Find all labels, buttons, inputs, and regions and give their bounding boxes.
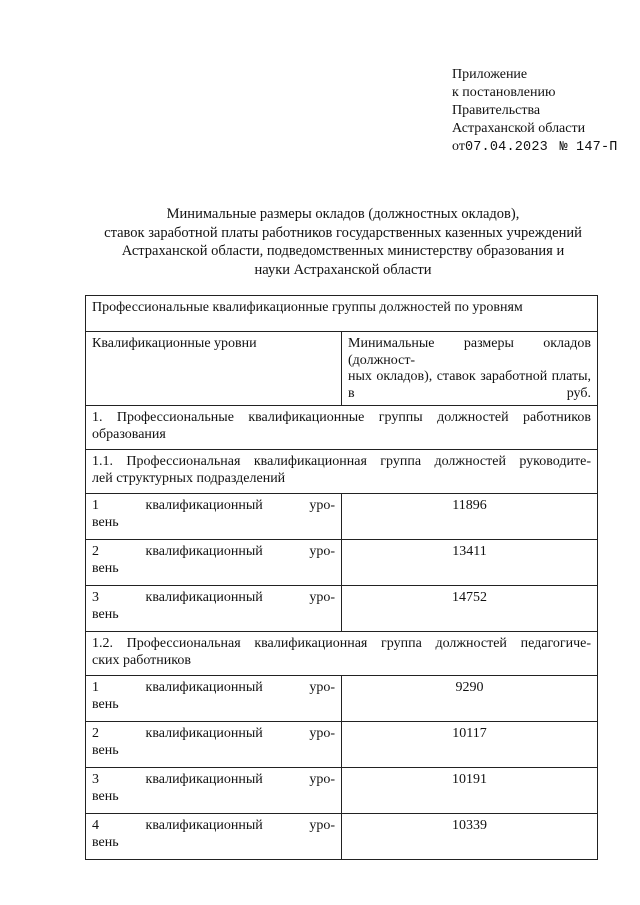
appendix-line-4: Астраханской области xyxy=(452,121,586,136)
appendix-block xyxy=(452,66,637,157)
subgroup-1-2 xyxy=(86,632,598,676)
subgroup-1-2-line-1: 1.2. Профессиональная квалификационная группа должностей педагогиче- xyxy=(92,636,591,651)
table-row xyxy=(86,494,598,540)
group-1 xyxy=(86,406,598,450)
group-row xyxy=(86,406,598,450)
salary-value: 14752 xyxy=(342,586,598,632)
subgroup-1-1-line-1: 1.1. Профессиональная квалификационная группа должностей руководите- xyxy=(92,454,591,469)
table-row xyxy=(86,768,598,814)
table-header-row xyxy=(86,296,598,332)
level-cell: 3 квалификационный уро- вень xyxy=(86,768,342,814)
subgroup-1-2-line-2: ских работников xyxy=(92,652,191,668)
level-number: 2 xyxy=(92,544,99,559)
date-prefix: от xyxy=(452,139,465,154)
table-column-headers xyxy=(86,332,598,406)
subgroup-row xyxy=(86,450,598,494)
group-1-line-1: 1. Профессиональные квалификационные группы должностей работников xyxy=(92,410,591,425)
appendix-date-line xyxy=(452,138,637,157)
level-number: 3 xyxy=(92,590,99,605)
col2-header-line-1: Минимальные размеры окладов (должност- xyxy=(348,336,591,368)
subgroup-1-1 xyxy=(86,450,598,494)
title-line-1: Минимальные размеры окладов (должностных окладов), xyxy=(166,206,520,222)
title-line-2: ставок заработной платы работников государственных казенных учреждений xyxy=(104,224,582,241)
level-number: 1 xyxy=(92,680,99,695)
appendix-line-2: к постановлению xyxy=(452,85,556,100)
col1-header: Квалификационные уровни xyxy=(86,332,342,406)
document-title xyxy=(88,205,598,279)
level-number: 4 xyxy=(92,818,99,833)
level-cell: 4 квалификационный уро- вень xyxy=(86,814,342,860)
table-row xyxy=(86,540,598,586)
table-header-full: Профессиональные квалификационные группы должностей по уровням xyxy=(86,296,598,332)
level-cell: 1 квалификационный уро- вень xyxy=(86,494,342,540)
appendix-line-1: Приложение xyxy=(452,67,528,82)
title-line-3: Астраханской области, подведомственных министерству образования и xyxy=(121,243,565,259)
subgroup-1-1-line-2: лей структурных подразделений xyxy=(92,470,286,486)
table-row xyxy=(86,722,598,768)
table-row xyxy=(86,814,598,860)
col2-header xyxy=(342,332,598,406)
title-line-4: науки Астраханской области xyxy=(254,261,432,278)
salary-value: 9290 xyxy=(342,676,598,722)
group-1-line-2: образования xyxy=(92,426,166,442)
level-cell: 3 квалификационный уро- вень xyxy=(86,586,342,632)
table-row xyxy=(86,676,598,722)
level-number: 2 xyxy=(92,726,99,741)
resolution-number: № 147-П xyxy=(559,140,618,155)
subgroup-row xyxy=(86,632,598,676)
col2-header-line-2: ных окладов), ставок заработной платы, в руб. xyxy=(348,369,591,401)
salary-value: 13411 xyxy=(342,540,598,586)
level-cell: 1 квалификационный уро- вень xyxy=(86,676,342,722)
level-cell: 2 квалификационный уро- вень xyxy=(86,722,342,768)
salary-value: 10117 xyxy=(342,722,598,768)
appendix-line-3: Правительства xyxy=(452,103,541,118)
level-cell: 2 квалификационный уро- вень xyxy=(86,540,342,586)
salary-value: 10339 xyxy=(342,814,598,860)
salary-value: 11896 xyxy=(342,494,598,540)
level-number: 3 xyxy=(92,772,99,787)
resolution-date: 07.04.2023 xyxy=(464,140,548,155)
salary-table xyxy=(85,295,598,860)
salary-value: 10191 xyxy=(342,768,598,814)
level-number: 1 xyxy=(92,498,99,513)
table-row xyxy=(86,586,598,632)
